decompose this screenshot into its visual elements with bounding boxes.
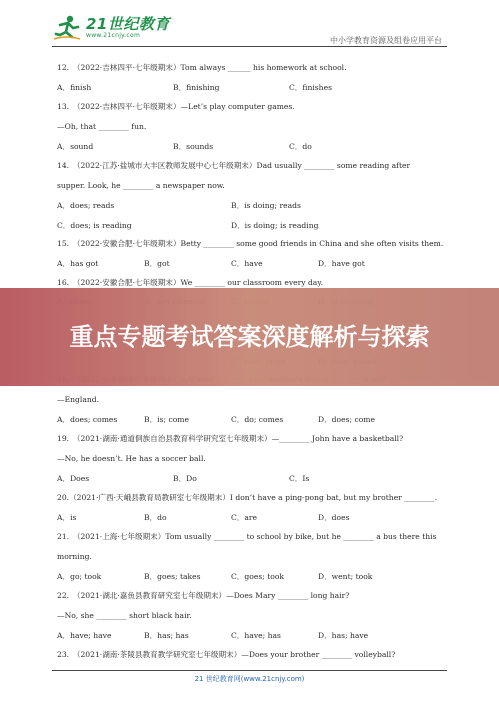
- option-b: B．sounds: [173, 142, 214, 151]
- footer-link[interactable]: 21 世纪教育网(www.21cnjy.com): [194, 675, 305, 683]
- question-16: 16. （2022·安徽合肥·七年级期末）We ________ our classroom every day.: [57, 278, 324, 287]
- option-c: C．Is: [289, 474, 310, 483]
- question-21: 21. （2021·上海·七年级期末）Tom usually ________ to school by bike, but he ________ a bus there this: [57, 532, 437, 541]
- logo-url: www.21cnjy.com: [86, 32, 141, 39]
- option-c: C．have: [231, 259, 263, 268]
- option-a: A．is: [57, 513, 77, 522]
- option-b: B．Do: [173, 474, 197, 483]
- option-d: D．has; have: [318, 631, 369, 640]
- option-c: C．do; comes: [231, 415, 284, 424]
- question-23: 23. （2021·湖南·茶陵县教育教学研究室七年级期末）—Does your brother ________ volleyball?: [57, 650, 396, 659]
- banner-title: 重点专题考试答案深度解析与探索: [69, 323, 430, 351]
- option-c: C．does; is reading: [57, 221, 132, 230]
- option-a: A．does; comes: [57, 415, 118, 424]
- title-banner: [0, 288, 499, 386]
- option-a: A．sound: [57, 142, 94, 151]
- question-21-line2: morning.: [57, 552, 92, 561]
- option-b: B．is doing; reads: [231, 201, 301, 210]
- option-b: B．has; has: [144, 631, 189, 640]
- option-b: B．goes; takes: [144, 572, 201, 581]
- option-d: D．is doing; is reading: [231, 221, 319, 230]
- option-b: B．got: [144, 259, 170, 268]
- option-a: A．have; have: [57, 631, 112, 640]
- option-c: C．are: [231, 513, 258, 522]
- platform-name: 中小学教育资源及组卷应用平台: [330, 36, 442, 45]
- logo-title: 21世纪教育: [86, 15, 170, 33]
- option-a: A．has got: [57, 259, 99, 268]
- option-d: D．does; come: [318, 415, 375, 424]
- question-13-line2: —Oh, that ________ fun.: [57, 122, 147, 131]
- runner-logo-icon: [52, 13, 82, 43]
- question-15: 15. （2022·安徽合肥·七年级期末）Betty ________ some good friends in China and she often visits them.: [57, 239, 444, 248]
- option-b: B．is; come: [144, 415, 189, 424]
- option-a: A．go; took: [57, 572, 102, 581]
- question-22: 22. （2021·湖北·嘉鱼县教育研究室七年级期末）—Does Mary ________ long hair?: [57, 591, 350, 600]
- question-19-line2: —No, he doesn’t. He has a soccer ball.: [57, 454, 206, 463]
- option-a: A．Does: [57, 474, 90, 483]
- question-20: 20.（2021·广西·天峨县教育局教研室七年级期末）I don’t have a ping-pong bat, but my brother ________.: [57, 493, 438, 502]
- option-d: D．went; took: [318, 572, 373, 581]
- footer-divider: [52, 670, 447, 671]
- option-a: A．does; reads: [57, 201, 115, 210]
- option-a: A．finish: [57, 83, 92, 92]
- page-header: [0, 0, 499, 48]
- question-22-line2: —No, she ________ short black hair.: [57, 611, 192, 620]
- question-18-line2: —England.: [57, 395, 100, 404]
- option-c: C．finishes: [289, 83, 332, 92]
- question-14-line2: supper. Look, he ________ a newspaper now.: [57, 181, 225, 190]
- option-c: C．goes; took: [231, 572, 284, 581]
- option-b: B．do: [144, 513, 167, 522]
- logo: [52, 13, 170, 43]
- option-d: D．does: [318, 513, 350, 522]
- question-12: 12. （2022·吉林四平·七年级期末）Tom always ______ his homework at school.: [57, 63, 347, 72]
- option-c: C．have; has: [231, 631, 281, 640]
- question-14: 14. （2022·江苏·盐城市大丰区教师发展中心七年级期末）Dad usually ________ some reading after: [57, 161, 411, 170]
- header-divider: [52, 46, 447, 47]
- option-d: D．have got: [318, 259, 365, 268]
- option-b: B．finishing: [173, 83, 220, 92]
- question-13: 13. （2022·吉林四平·七年级期末）—Let’s play computer games.: [57, 102, 295, 111]
- option-c: C．do: [289, 142, 312, 151]
- question-19: 19. （2021·湖南·通道侗族自治县教育科学研究室七年级期末）—________ John have a basketball?: [57, 434, 404, 443]
